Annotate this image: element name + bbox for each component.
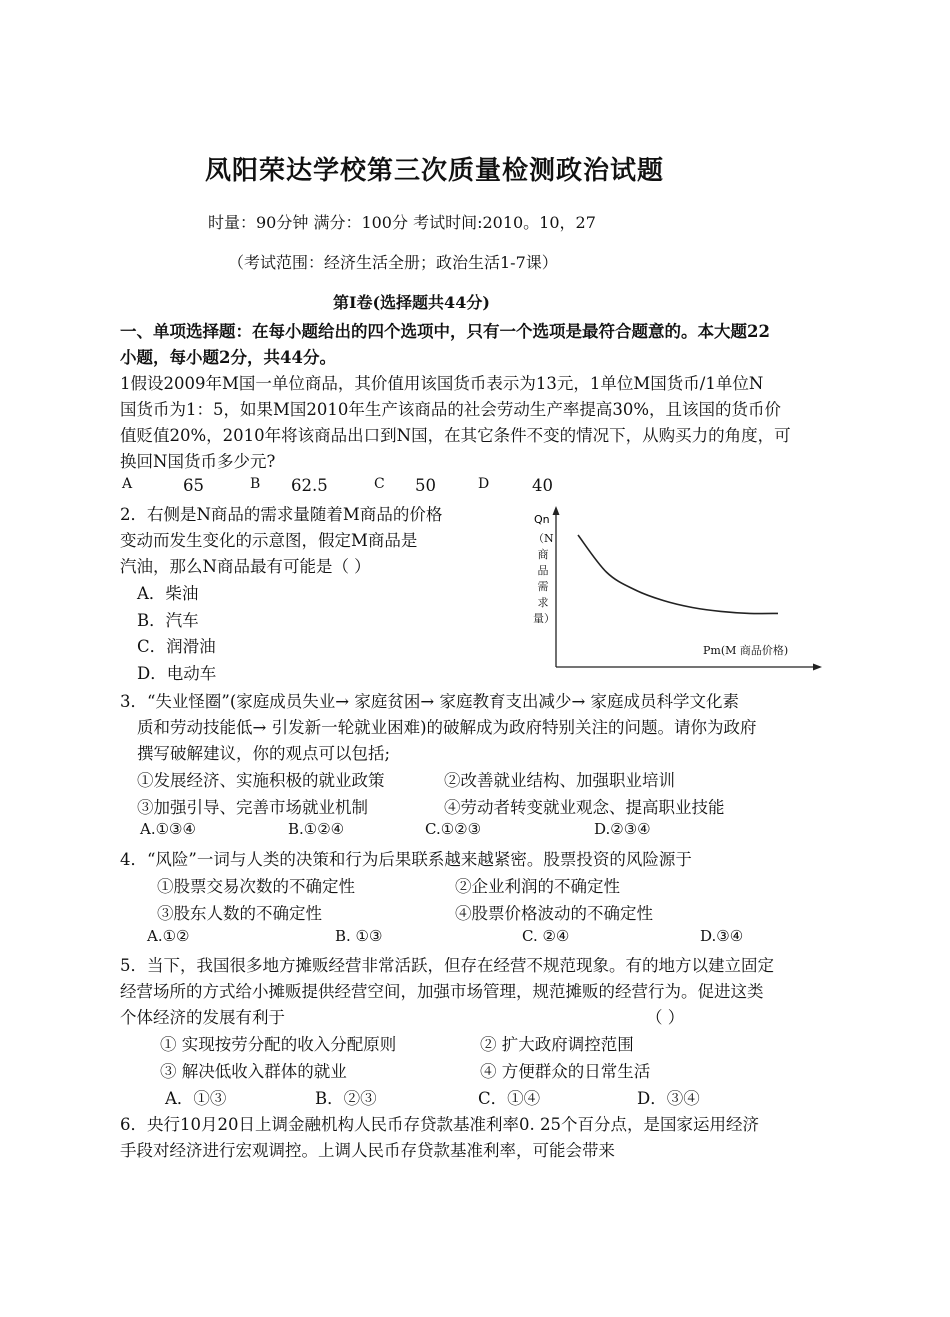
q3-line-2: 质和劳动技能低→ 引发新一轮就业困难)的破解成为政府特别关注的问题。请你为政府 (137, 718, 757, 737)
q3-option-b: B.①②④ (288, 820, 345, 838)
q3-item-3: ③加强引导、完善市场就业机制 (137, 798, 368, 817)
q5-answer-bracket: （ ） (646, 1008, 685, 1027)
q3-line-3: 撰写破解建议，你的观点可以包括; (137, 744, 391, 763)
q1-line-1: 1假设2009年M国一单位商品，其价值用该国货币表示为13元，1单位M国货币/1单位N (120, 374, 764, 393)
y-axis-label: （N商品需求量） (533, 532, 555, 625)
q1-line-4: 换回N国货币多少元? (120, 452, 276, 471)
q1-option-a-letter: A (122, 476, 133, 492)
q4-item-1: ①股票交易次数的不确定性 (157, 877, 355, 896)
q3-item-2: ②改善就业结构、加强职业培训 (444, 771, 675, 790)
q5-option-c: C．①④ (478, 1089, 541, 1108)
section-heading: 第Ⅰ卷(选择题共44分) (333, 293, 490, 312)
q3-item-1: ①发展经济、实施积极的就业政策 (137, 771, 385, 790)
q2-option-a: A．柴油 (137, 584, 199, 603)
q3-line-1: 3．“失业怪圈”(家庭成员失业→ 家庭贫困→ 家庭教育支出减少→ 家庭成员科学文化素 (120, 692, 740, 711)
y-axis-top-label: Qn (534, 513, 550, 526)
instructions-line-2: 小题，每小题2分，共44分。 (120, 348, 336, 367)
q2-line-1: 2．右侧是N商品的需求量随着M商品的价格 (120, 505, 443, 524)
q5-item-1: ① 实现按劳分配的收入分配原则 (160, 1035, 397, 1054)
q1-option-d-value: 40 (532, 476, 553, 495)
y-axis-arrow (553, 506, 560, 515)
q6-line-2: 手段对经济进行宏观调控。上调人民币存贷款基准利率，可能会带来 (120, 1141, 615, 1160)
q6-line-1: 6．央行10月20日上调金融机构人民币存贷款基准利率0. 25个百分点，是国家运用经济 (120, 1115, 759, 1134)
q1-option-d-letter: D (478, 476, 490, 492)
q2-line-2: 变动而发生变化的示意图，假定M商品是 (120, 531, 418, 550)
demand-chart (528, 505, 828, 675)
q1-line-3: 值贬值20%，2010年将该商品出口到N国，在其它条件不变的情况下，从购买力的角度，可 (120, 426, 791, 445)
q1-option-c-value: 50 (415, 476, 436, 495)
q5-line-2: 经营场所的方式给小摊贩提供经营空间，加强市场管理，规范摊贩的经营行为。促进这类 (120, 982, 764, 1001)
exam-scope: （考试范围：经济生活全册；政治生活1-7课） (228, 253, 558, 272)
q4-option-d: D.③④ (700, 927, 744, 945)
demand-curve-line (578, 535, 778, 614)
q3-option-d: D.②③④ (594, 820, 651, 838)
q1-line-2: 国货币为1：5，如果M国2010年生产该商品的社会劳动生产率提高30%，且该国的货币价 (120, 400, 782, 419)
q1-option-b-value: 62.5 (291, 476, 328, 495)
q4-item-3: ③股东人数的不确定性 (157, 904, 322, 923)
q4-option-c: C. ②④ (522, 927, 570, 945)
q3-option-c: C.①②③ (425, 820, 482, 838)
q5-option-a: A．①③ (165, 1089, 227, 1108)
q2-option-c: C．润滑油 (137, 637, 216, 656)
q4-option-a: A.①② (147, 927, 190, 945)
instructions-line-1: 一、单项选择题：在每小题给出的四个选项中，只有一个选项是最符合题意的。本大题22 (120, 322, 770, 341)
q3-option-a: A.①③④ (140, 820, 196, 838)
q4-item-2: ②企业利润的不确定性 (455, 877, 620, 896)
q4-item-4: ④股票价格波动的不确定性 (455, 904, 653, 923)
q5-item-3: ③ 解决低收入群体的就业 (160, 1062, 347, 1081)
q3-item-4: ④劳动者转变就业观念、提高职业技能 (444, 798, 725, 817)
q1-option-b-letter: B (250, 476, 261, 492)
q2-line-3: 汽油，那么N商品最有可能是（ ） (120, 557, 371, 576)
x-axis-label: Pm(M 商品价格) (703, 644, 789, 657)
q1-option-a-value: 65 (183, 476, 204, 495)
exam-meta: 时量：90分钟 满分：100分 考试时间:2010。10，27 (208, 213, 596, 232)
q5-line-3: 个体经济的发展有利于 (120, 1008, 285, 1027)
page-title: 凤阳荣达学校第三次质量检测政治试题 (205, 156, 665, 186)
q1-option-c-letter: C (374, 476, 385, 492)
q2-option-d: D．电动车 (137, 664, 217, 683)
q5-option-d: D．③④ (637, 1089, 700, 1108)
q5-item-2: ② 扩大政府调控范围 (480, 1035, 634, 1054)
x-axis-arrow (813, 664, 822, 671)
q4-line-1: 4．“风险”一词与人类的决策和行为后果联系越来越紧密。股票投资的风险源于 (120, 850, 692, 869)
q5-line-1: 5．当下，我国很多地方摊贩经营非常活跃，但存在经营不规范现象。有的地方以建立固定 (120, 956, 774, 975)
q5-item-4: ④ 方便群众的日常生活 (480, 1062, 651, 1081)
q4-option-b: B. ①③ (335, 927, 383, 945)
q2-option-b: B．汽车 (137, 611, 199, 630)
q5-option-b: B．②③ (315, 1089, 377, 1108)
